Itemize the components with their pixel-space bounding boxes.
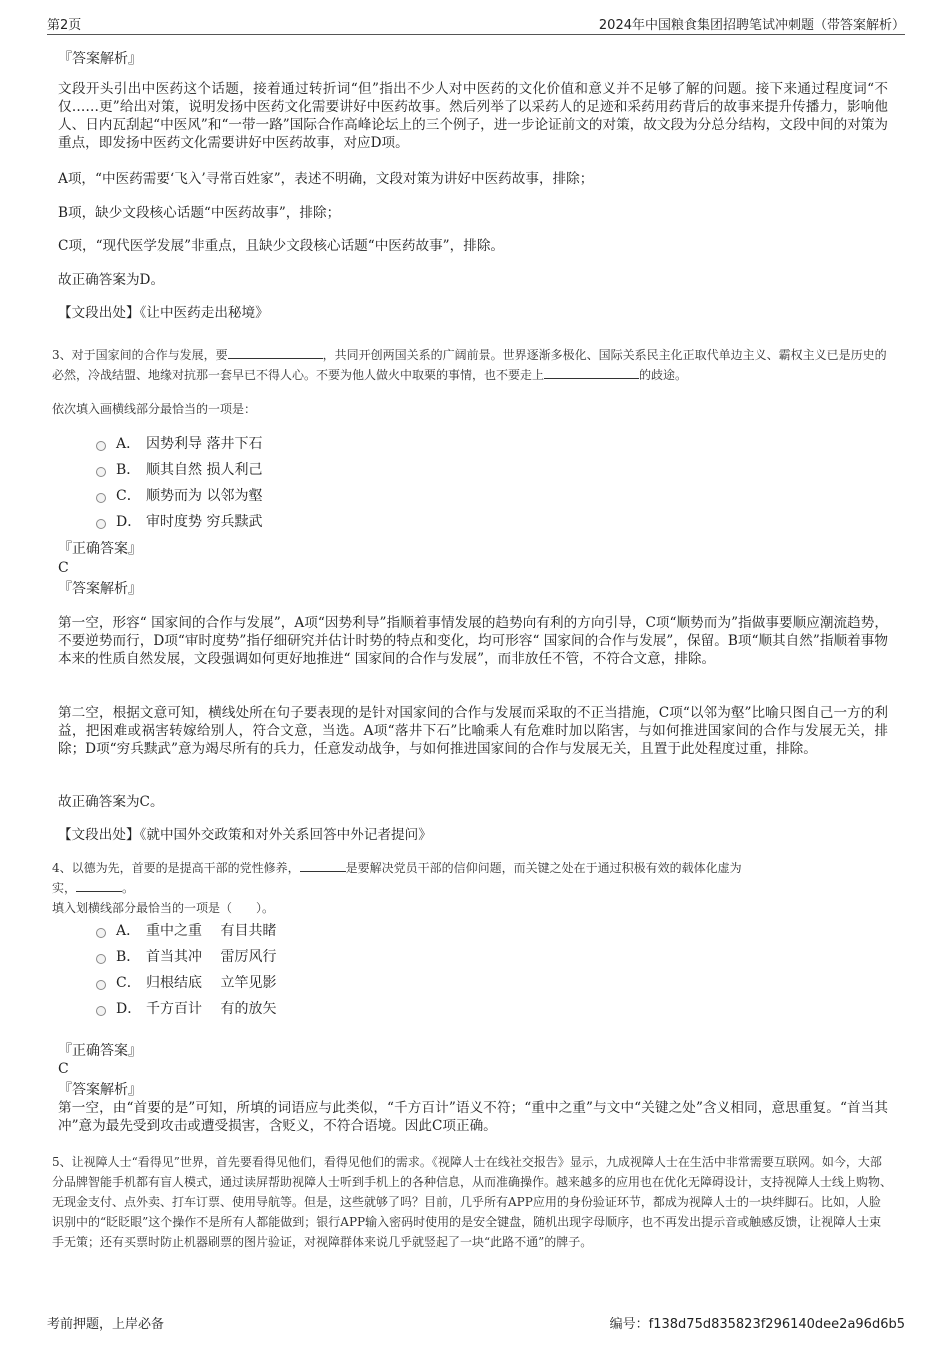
question-3-stem: 3、对于国家间的合作与发展，要 ，共同开创两国关系的广阔前景。世界逐渐多极化、国际关系民主化正取代单边主义、霸权主义已是历史的必然，冷战结盟、地缘对抗那一套早已不得人心。不要为他人做火中取栗的事情，也不要走上 的歧途。 xyxy=(52,348,887,382)
correct-answer: C xyxy=(58,560,69,576)
radio-button[interactable] xyxy=(96,980,106,990)
radio-button[interactable] xyxy=(96,928,106,938)
correct-answer-label: 『正确答案』 xyxy=(58,541,142,557)
option-d[interactable]: D． 千方百计 有的放矢 xyxy=(96,1000,276,1018)
doc-code: 编号：f138d75d835823f296140dee2a96d6b5 xyxy=(609,1317,905,1332)
page-number: 第2页 xyxy=(47,18,82,33)
analysis-label: 『答案解析』 xyxy=(58,1082,142,1098)
option-b[interactable]: B． 首当其冲 雷厉风行 xyxy=(96,948,276,966)
source-citation: 【文段出处】《让中医药走出秘境》 xyxy=(58,305,269,321)
question-5-stem: 5、让视障人士“看得见”世界，首先要看得见他们，看得见他们的需求。《视障人士在线社交报告》显示，九成视障人士在生活中非常需要互联网。如今，大部分品牌智能手机都有盲人模式，通过读屏帮助视障人士听到手机上的各种信息，从而准确操作。越来越多的应用也在优化无障碍设计，支持视障人士线上购物、无现金支付、点外卖、打车订票、使用导航等。但是，这些就够了吗？目前，几乎所有APP应用的身份验证环节，都成为视障人士的一块绊脚石。比如，人脸识别中的“眨眨眼”这个操作不是所有人都能做到；银行APP输入密码时使用的是安全键盘，随机出现字母顺序，也不再发出提示音或触感反馈，让视障人士束手无策；还有买票时防止机器刷票的图片验证，对视障群体来说几乎就竖起了一块“此路不通”的牌子。 xyxy=(52,1155,893,1249)
option-c[interactable]: C． 归根结底 立竿见影 xyxy=(96,974,276,992)
answer-statement: 故正确答案为C。 xyxy=(58,794,164,810)
radio-button[interactable] xyxy=(96,519,106,529)
question-3-instruction: 依次填入画横线部分最恰当的一项是： xyxy=(52,402,257,416)
correct-answer: C xyxy=(58,1061,69,1077)
question-4-stem: 4、以德为先，首要的是提高干部的党性修养， 是要解决党员干部的信仰问题，而关键之处在于通过积极有效的载体化虚为 实， 。 xyxy=(52,861,742,895)
radio-button[interactable] xyxy=(96,441,106,451)
analysis-label: 『答案解析』 xyxy=(58,581,142,597)
option-a[interactable]: A． 重中之重 有目共睹 xyxy=(96,922,276,940)
blank-line xyxy=(300,871,346,872)
doc-title: 2024年中国粮食集团招聘笔试冲刺题（带答案解析） xyxy=(598,18,905,33)
answer-statement: 故正确答案为D。 xyxy=(58,272,165,288)
analysis-label: 『答案解析』 xyxy=(58,51,142,67)
page-header xyxy=(47,14,905,35)
option-b[interactable]: B． 顺其自然 损人利己 xyxy=(96,461,262,479)
analysis-option-c: C项，“现代医学发展”非重点，且缺少文段核心话题“中医药故事”，排除。 xyxy=(58,238,505,254)
analysis-option-b: B项，缺少文段核心话题“中医药故事”，排除； xyxy=(58,205,341,221)
option-c[interactable]: C． 顺势而为 以邻为壑 xyxy=(96,487,262,505)
analysis-paragraph: 文段开头引出中医药这个话题，接着通过转折词“但”指出不少人对中医药的文化价值和意义并不足够了解的问题。接下来通过程度词“不仅……更”给出对策，说明发扬中医药文化需要讲好中医药故事。然后列举了以采药人的足迹和采药用药背后的故事来提升传播力，影响他人、日内瓦刮起“中医风”和“一带一路”国际合作高峰论坛上的三个例子，进一步论证前文的对策，故文段为分总分结构，文段中间的对策为重点，即发扬中医药文化需要讲好中医药故事，对应D项。 xyxy=(58,81,888,151)
analysis-option-a: A项，“中医药需要‘飞入’寻常百姓家”，表述不明确，文段对策为讲好中医药故事，排除； xyxy=(58,171,594,187)
radio-button[interactable] xyxy=(96,954,106,964)
footer-slogan: 考前押题，上岸必备 xyxy=(47,1317,165,1332)
question-4-instruction: 填入划横线部分最恰当的一项是（ ）。 xyxy=(52,901,275,915)
blank-line xyxy=(544,378,639,379)
source-citation: 【文段出处】《就中国外交政策和对外关系回答中外记者提问》 xyxy=(58,827,432,843)
option-d[interactable]: D． 审时度势 穷兵黩武 xyxy=(96,513,262,531)
radio-button[interactable] xyxy=(96,467,106,477)
blank-line xyxy=(76,891,122,892)
correct-answer-label: 『正确答案』 xyxy=(58,1043,142,1059)
blank-line xyxy=(228,358,323,359)
analysis-paragraph-2: 第二空，根据文意可知，横线处所在句子要表现的是针对国家间的合作与发展而采取的不正当措施，C项“以邻为壑”比喻只图自己一方的利益，把困难或祸害转嫁给别人，符合文意，当选。A项“落井下石”比喻乘人有危难时加以陷害，与如何推进国家间的合作与发展无关，排除；D项“穷兵黩武”意为竭尽所有的兵力，任意发动战争，与如何推进国家间的合作与发展无关，且置于此处程度过重，排除。 xyxy=(58,705,888,757)
analysis-paragraph: 第一空，由“首要的是”可知，所填的词语应与此类似，“千方百计”语义不符；“重中之重”与文中“关键之处”含义相同，意思重复。“首当其冲”意为最先受到攻击或遭受损害，含贬义，不符合语境。因此C项正确。 xyxy=(58,1100,888,1134)
option-a[interactable]: A． 因势利导 落井下石 xyxy=(96,435,262,453)
radio-button[interactable] xyxy=(96,493,106,503)
analysis-paragraph-1: 第一空，形容“ 国家间的合作与发展”，A项“因势利导”指顺着事情发展的趋势向有利的方向引导，C项“顺势而为”指做事要顺应潮流趋势，不要逆势而行，D项“审时度势”指仔细研究并估计时势的特点和变化，均可形容“ 国家间的合作与发展”，保留。B项“顺其自然”指顺着事物本来的性质自然发展，文段强调如何更好地推进“ 国家间的合作与发展”，而非放任不管，不符合文意，排除。 xyxy=(58,615,888,667)
radio-button[interactable] xyxy=(96,1006,106,1016)
